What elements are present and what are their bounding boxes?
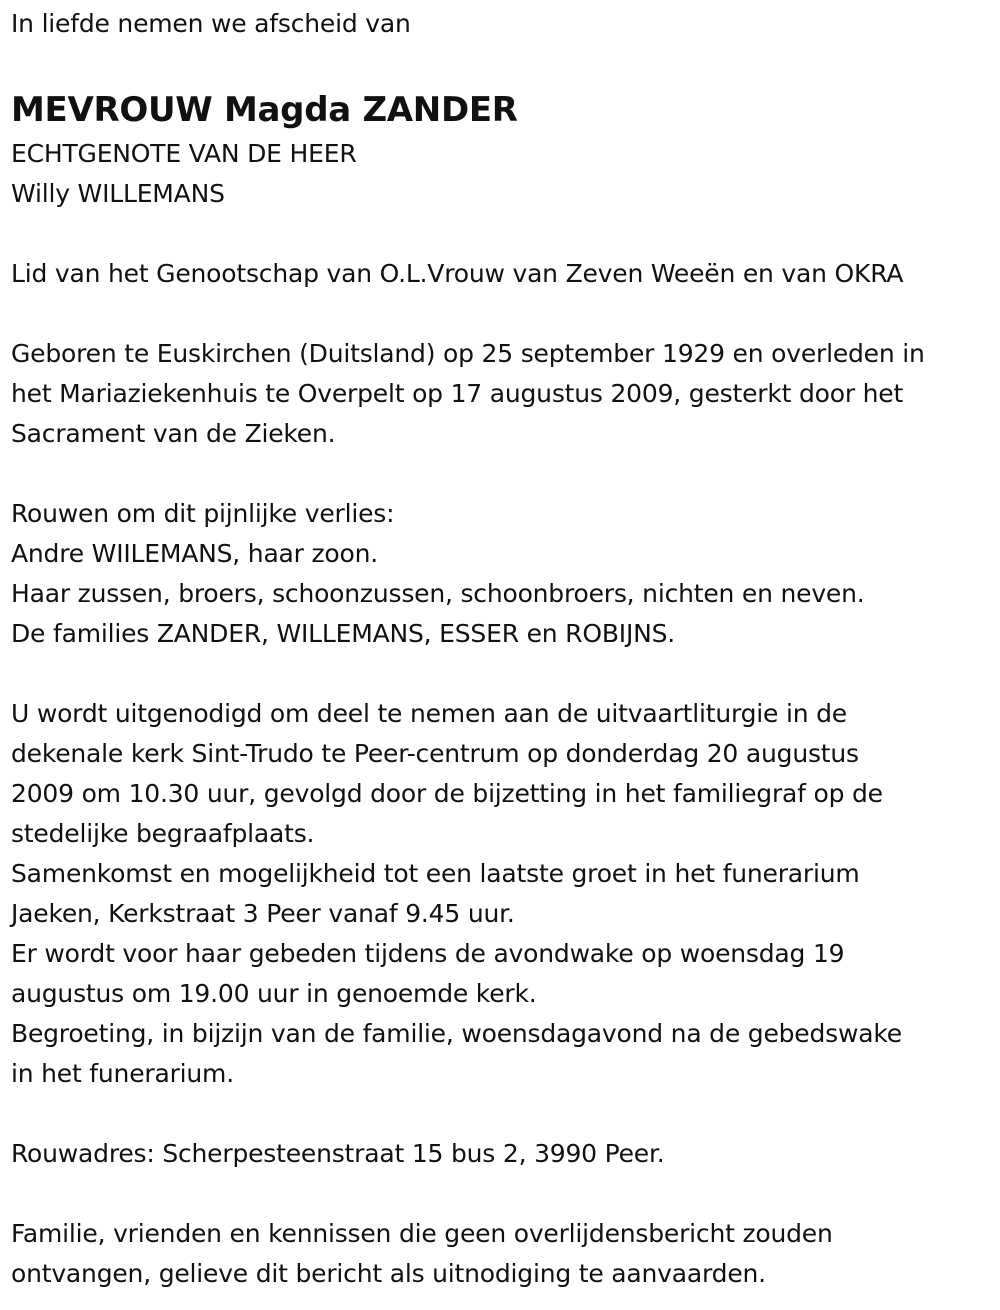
paragraph-line: Jaeken, Kerkstraat 3 Peer vanaf 9.45 uur.	[11, 899, 515, 928]
paragraph-line: Begroeting, in bijzijn van de familie, woensdagavond na de gebedswake	[11, 1019, 902, 1048]
spouse-name: Willy WILLEMANS	[11, 179, 225, 208]
paragraph-line: U wordt uitgenodigd om deel te nemen aan de uitvaartliturgie in de	[11, 699, 847, 728]
mourners-paragraph	[11, 494, 996, 654]
paragraph-line: Rouwen om dit pijnlijke verlies:	[11, 499, 395, 528]
spacer	[11, 1174, 996, 1214]
paragraph-line: in het funerarium.	[11, 1059, 234, 1088]
death-notice	[11, 4, 996, 1294]
paragraph-line: Samenkomst en mogelijkheid tot een laatste groet in het funerarium	[11, 859, 860, 888]
closing-paragraph	[11, 1214, 996, 1294]
spacer	[11, 654, 996, 694]
paragraph-line: Geboren te Euskirchen (Duitsland) op 25 september 1929 en overleden in	[11, 339, 925, 368]
paragraph-line: augustus om 19.00 uur in genoemde kerk.	[11, 979, 537, 1008]
paragraph-line: De families ZANDER, WILLEMANS, ESSER en ROBIJNS.	[11, 619, 676, 648]
paragraph-line: Sacrament van de Zieken.	[11, 419, 336, 448]
paragraph-line: het Mariaziekenhuis te Overpelt op 17 augustus 2009, gesterkt door het	[11, 379, 904, 408]
spacer	[11, 44, 996, 84]
mourning-address: Rouwadres: Scherpesteenstraat 15 bus 2, 3990 Peer.	[11, 1139, 665, 1168]
membership-text: Lid van het Genootschap van O.L.Vrouw van Zeven Weeën en van OKRA	[11, 259, 904, 288]
spacer	[11, 454, 996, 494]
ceremony-paragraph	[11, 694, 996, 1094]
deceased-name: MEVROUW Magda ZANDER	[11, 90, 518, 130]
intro-text: In liefde nemen we afscheid van	[11, 9, 411, 38]
paragraph-line: ontvangen, gelieve dit bericht als uitnodiging te aanvaarden.	[11, 1259, 766, 1288]
paragraph-line: Er wordt voor haar gebeden tijdens de avondwake op woensdag 19	[11, 939, 845, 968]
paragraph-line: dekenale kerk Sint-Trudo te Peer-centrum op donderdag 20 augustus	[11, 739, 859, 768]
spacer	[11, 294, 996, 334]
life-paragraph	[11, 334, 996, 454]
relation-text: ECHTGENOTE VAN DE HEER	[11, 139, 357, 168]
spacer	[11, 1094, 996, 1134]
paragraph-line: Haar zussen, broers, schoonzussen, schoonbroers, nichten en neven.	[11, 579, 865, 608]
paragraph-line: Andre WIILEMANS, haar zoon.	[11, 539, 379, 568]
paragraph-line: Familie, vrienden en kennissen die geen overlijdensbericht zouden	[11, 1219, 833, 1248]
paragraph-line: stedelijke begraafplaats.	[11, 819, 315, 848]
spacer	[11, 214, 996, 254]
paragraph-line: 2009 om 10.30 uur, gevolgd door de bijzetting in het familiegraf op de	[11, 779, 883, 808]
